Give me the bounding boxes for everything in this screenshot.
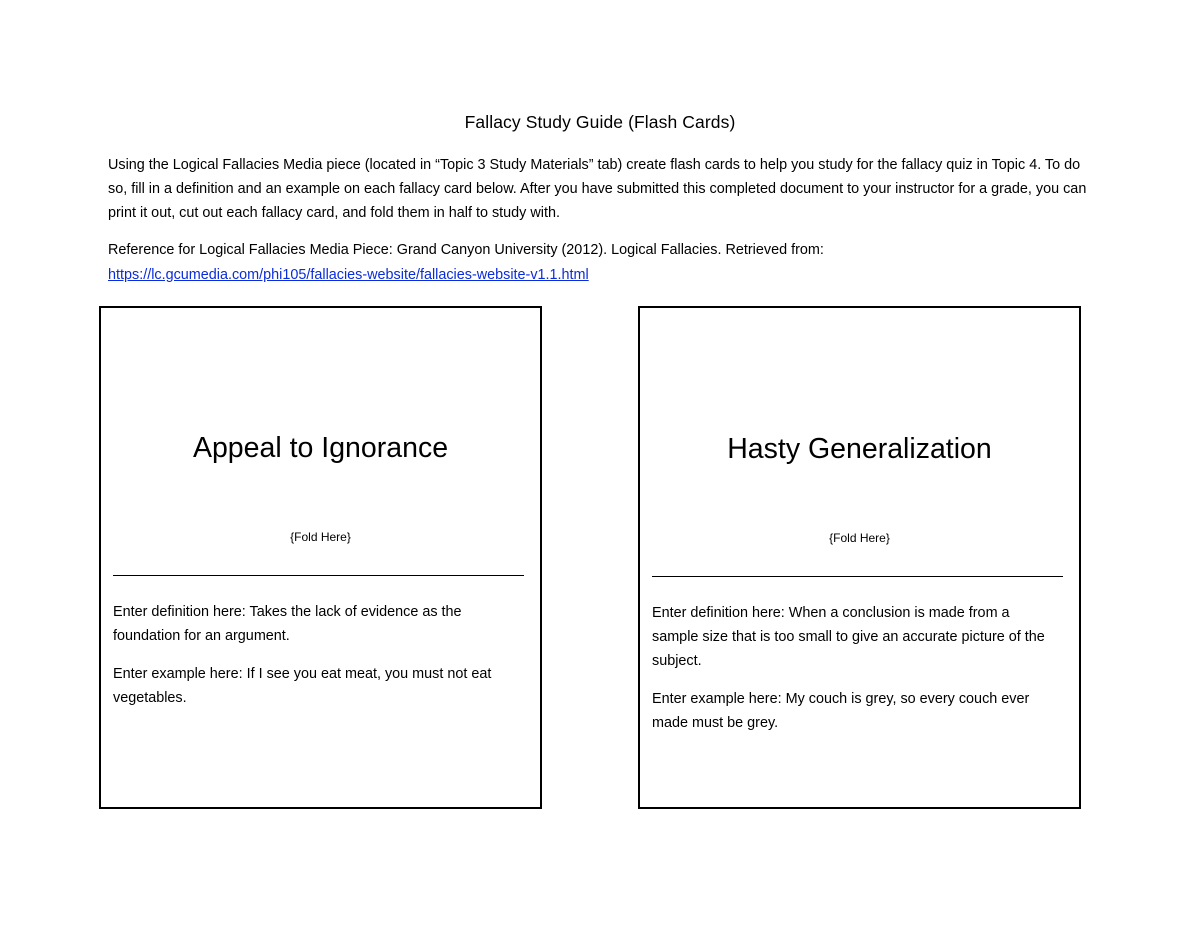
card-example[interactable]: Enter example here: My couch is grey, so every couch ever made must be grey. [652, 691, 1030, 731]
instructions-paragraph: Using the Logical Fallacies Media piece (located in “Topic 3 Study Materials” tab) create flash cards to help you study for the fallacy quiz in Topic 4. To do so, fill in a definition and an example on each fallacy card below. After you have submitted this completed document to your instructor for a grade, you can print it out, cut out each fallacy card, and fold them in half to study with. [108, 157, 1087, 221]
card-title: Appeal to Ignorance [192, 432, 449, 464]
card-body [652, 601, 1057, 749]
fold-label: {Fold Here} [290, 530, 351, 544]
fold-line [652, 576, 1063, 577]
card-example[interactable]: Enter example here: If I see you eat meat, you must not eat vegetables. [113, 666, 492, 706]
page-title: Fallacy Study Guide (Flash Cards) [464, 112, 736, 132]
reference-link[interactable]: https://lc.gcumedia.com/phi105/fallacies-website/fallacies-website-v1.1.html [108, 266, 589, 283]
card-title: Hasty Generalization [727, 433, 992, 465]
fold-line [113, 575, 524, 576]
card-definition[interactable]: Enter definition here: Takes the lack of evidence as the foundation for an argument. [113, 604, 462, 644]
flash-card-appeal-to-ignorance [99, 306, 542, 809]
card-definition[interactable]: Enter definition here: When a conclusion is made from a sample size that is too small to give an accurate picture of the subject. [652, 605, 1045, 669]
flash-card-hasty-generalization [638, 306, 1081, 809]
reference-text: Reference for Logical Fallacies Media Piece: Grand Canyon University (2012). Logical Fallacies. Retrieved from: [108, 242, 824, 258]
card-body [113, 600, 518, 724]
fold-label: {Fold Here} [829, 531, 890, 545]
reference-paragraph [108, 238, 1093, 287]
